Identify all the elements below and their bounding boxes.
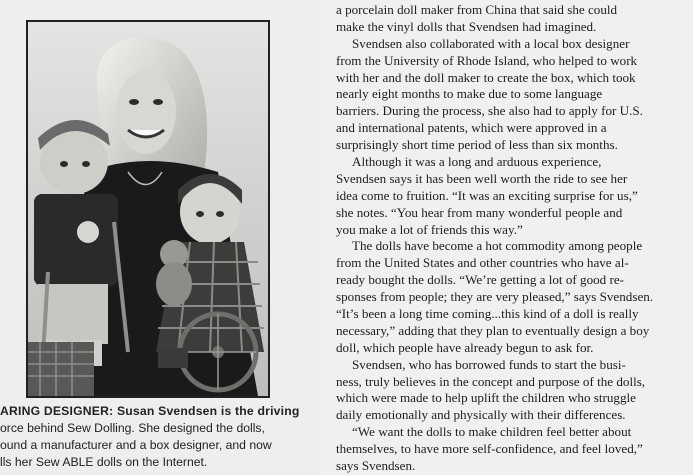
caption-line: orce behind Sew Dolling. She designed the dolls,	[0, 421, 265, 435]
photo-illustration	[28, 22, 268, 396]
article-photo	[26, 20, 270, 398]
photo-column	[0, 0, 322, 475]
article-line: ness, truly believes in the concept and purpose of the dolls,	[336, 373, 646, 389]
article-line: which were made to help uplift the children who struggle	[336, 390, 636, 406]
article-line: “We want the dolls to make children feel better about	[352, 424, 632, 440]
article-line: you make a lot of friends this way.”	[336, 221, 523, 237]
article-line: Svendsen says it has been well worth the ride to see her	[336, 170, 628, 186]
article-line: surprisingly short time period of less than six months.	[336, 137, 618, 153]
article-line: sponses from people; they are very pleased,” says Svendsen.	[336, 289, 654, 305]
article-line: Although it was a long and arduous experience,	[352, 154, 602, 170]
article-line: from the University of Rhode Island, who helped to work	[336, 52, 638, 68]
article-line: make the vinyl dolls that Svendsen had imagined.	[336, 18, 597, 34]
article-line: The dolls have become a hot commodity among people	[352, 238, 643, 254]
caption-line: ARING DESIGNER: Susan Svendsen is the driving	[0, 404, 300, 418]
article-line: from the United States and other countries who have al-	[336, 255, 629, 271]
article-line: says Svendsen.	[336, 458, 416, 474]
article-line: ready bought the dolls. “We’re getting a lot of good re-	[336, 272, 625, 288]
article-line: barriers. During the process, she also had to apply for U.S.	[336, 103, 643, 119]
article-line: themselves, to have more self-confidence, and feel loved,”	[336, 441, 643, 457]
photo-caption	[0, 403, 318, 471]
caption-line: lls her Sew ABLE dolls on the Internet.	[0, 455, 208, 469]
article-line: idea come to fruition. “It was an exciting surprise for us,”	[336, 187, 638, 203]
article-line: and international patents, which were approved in a	[336, 120, 607, 136]
article-line: she notes. “You hear from many wonderful people and	[336, 204, 623, 220]
article-body	[336, 2, 686, 475]
article-line: with her and the doll maker to create the box, which took	[336, 69, 636, 85]
article-column	[322, 0, 693, 475]
article-line: “It’s been a long time coming...this kind of a doll is really	[336, 306, 639, 322]
article-line: doll, which people have already begun to ask for.	[336, 339, 594, 355]
article-line: Svendsen also collaborated with a local box designer	[352, 35, 630, 51]
article-line: daily emotionally and physically with their differences.	[336, 407, 626, 423]
article-line: nearly eight months to make due to some language	[336, 86, 603, 102]
article-line: a porcelain doll maker from China that said she could	[336, 2, 618, 17]
caption-line: ound a manufacturer and a box designer, and now	[0, 438, 272, 452]
article-line: Svendsen, who has borrowed funds to start the busi-	[352, 356, 626, 372]
article-line: necessary,” adding that they plan to eventually design a boy	[336, 322, 650, 338]
